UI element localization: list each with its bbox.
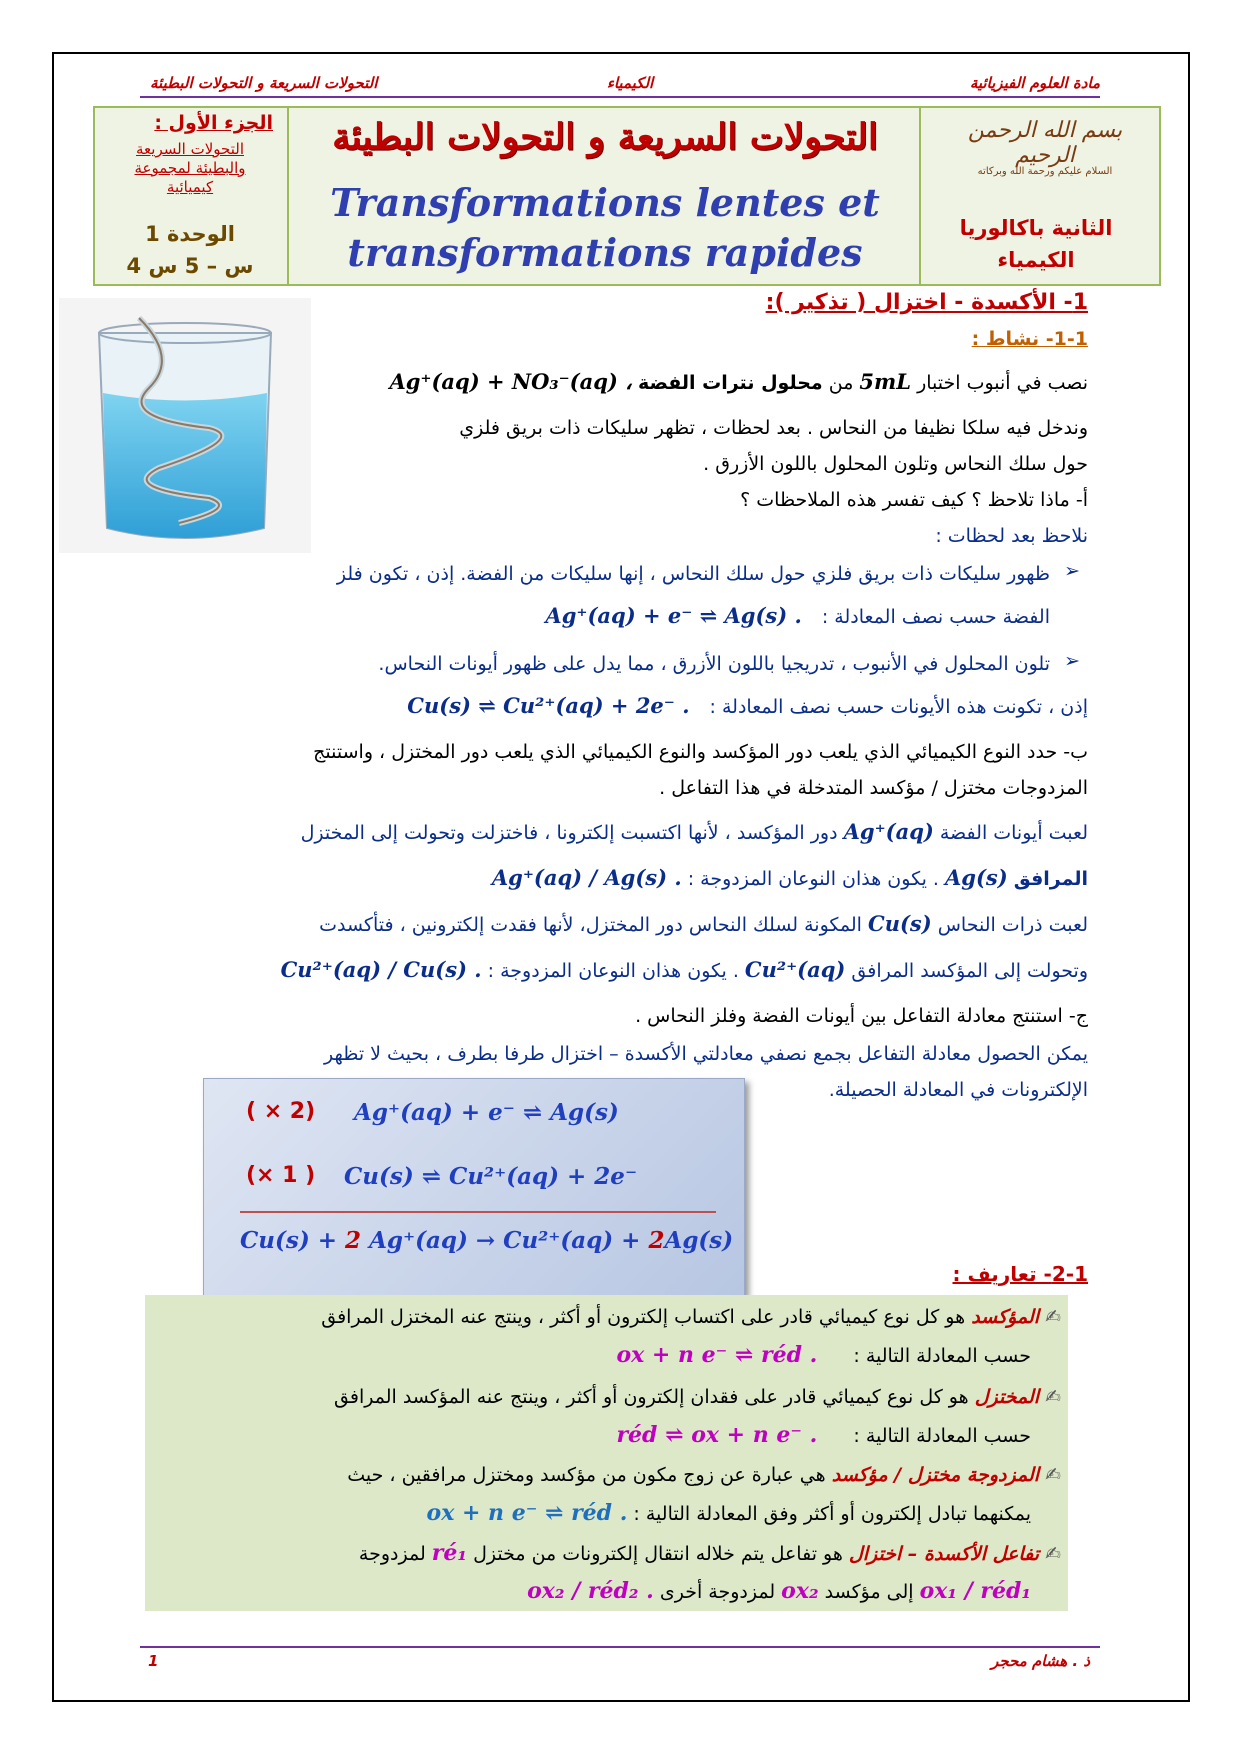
oxidant-text: هو كل نوع كيميائي قادر على اكتساب إلكترون أو أكثر ، وينتج عنه المختزل المرافق <box>321 1306 966 1328</box>
answer-b1-text-a: لعبت أيونات الفضة <box>939 822 1088 844</box>
activity-line1 <box>330 364 1088 401</box>
overall-eq-coef-2: 2 <box>648 1227 665 1254</box>
reductant-text: هو كل نوع كيميائي قادر على فقدان إلكترون أو أكثر ، وينتج عنه المؤكسد المرافق <box>334 1386 969 1408</box>
question-c: ج- استنتج معادلة التفاعل بين أيونات الفضة وفلز النحاس . <box>635 1005 1088 1027</box>
multiplier-2: (× 1 ) <box>246 1163 316 1188</box>
oxidant-equation: ox + n e⁻ ⇌ réd . <box>616 1342 818 1368</box>
silver-nitrate-label: محلول نترات الفضة <box>637 372 823 394</box>
definition-couple-line1 <box>155 1457 1061 1493</box>
observation-1b-text: الفضة حسب نصف المعادلة : <box>821 606 1050 628</box>
footer-rule <box>140 1646 1100 1648</box>
reductant-equation: réd ⇌ ox + n e⁻ . <box>616 1422 818 1448</box>
reductant-term: المختزل <box>974 1386 1040 1408</box>
volume-value: 5mL <box>859 369 912 394</box>
couple-term: المزدوجة مختزل / مؤكسد <box>831 1464 1040 1486</box>
half-equation-copper: Cu(s) ⇌ Cu²⁺(aq) + 2e⁻ <box>344 1163 638 1190</box>
level-label: الثانية باكالوريا <box>959 216 1113 240</box>
copper-ion-formula: Cu²⁺(aq) <box>744 957 846 982</box>
redox-term: تفاعل الأكسدة – اختزال <box>848 1543 1040 1565</box>
beaker-illustration <box>59 298 311 553</box>
silver-half-equation: Ag⁺(aq) + e⁻ ⇌ Ag(s) . <box>545 603 802 628</box>
overall-equation <box>240 1227 733 1254</box>
unit-label: الوحدة 1 <box>145 222 235 246</box>
reductant-1-symbol: ré₁ <box>431 1540 468 1566</box>
answer-b4-text-b: . يكون هذان النوعان المزدوجة : <box>487 960 739 982</box>
header-subject: الكيمياء <box>606 74 654 92</box>
couple-equation: ox + n e⁻ ⇌ réd . <box>426 1500 628 1526</box>
observation-1b <box>150 598 1050 635</box>
copper-metal-formula: Cu(s) <box>867 911 932 936</box>
answer-b2-text-b: . يكون هذان النوعان المزدوجة : <box>687 868 939 890</box>
header-topic: التحولات السريعة و التحولات البطيئة <box>150 74 378 92</box>
definition-oxidant-line1 <box>155 1299 1061 1335</box>
section1-heading: 1- الأكسدة - اختزال ( تذكير ): <box>765 290 1088 315</box>
observation-3 <box>150 688 1088 725</box>
definitions-box <box>145 1295 1068 1611</box>
observation-1a: ظهور سليكات ذات بريق فلزي حول سلك النحاس ، إنها سليكات من الفضة. إذن ، تكون فلز <box>336 563 1050 585</box>
question-a: أ- ماذا تلاحظ ؟ كيف تفسر هذه الملاحظات ؟ <box>740 489 1088 511</box>
definition-reductant-line1 <box>155 1379 1061 1415</box>
basmala-logo: بسم الله الرحمن الرحيم <box>967 118 1123 168</box>
level-cell <box>919 108 1159 284</box>
couple-eq-intro: يمكنهما تبادل إلكترون أو أكثر وفق المعادلة التالية : <box>633 1503 1031 1525</box>
redox-text-b: إلى مؤكسد <box>824 1581 914 1603</box>
multiplier-1: ( × 2) <box>246 1099 316 1124</box>
definition-redox-line1 <box>155 1535 1061 1572</box>
answer-b4-text-a: وتحولت إلى المؤكسد المرافق <box>851 960 1088 982</box>
activity-line2: وندخل فيه سلكا نظيفا من النحاس . بعد لحظات ، تظهر سليكات ذات بريق فلزي <box>459 417 1088 439</box>
half-equation-silver: Ag⁺(aq) + e⁻ ⇌ Ag(s) <box>354 1099 619 1126</box>
title-box <box>93 106 1161 286</box>
footer-author: ذ . هشام محجر <box>991 1652 1090 1670</box>
overall-eq-part-a: Cu(s) + <box>240 1227 338 1254</box>
oxidant-2-symbol: ox₂ <box>781 1578 819 1604</box>
definition-oxidant-line2 <box>155 1337 1031 1374</box>
couple-text: هي عبارة عن زوج مكون من مؤكسد ومختزل مرافقين ، حيث <box>347 1464 826 1486</box>
pencil-icon: ✍ <box>1045 1306 1061 1328</box>
beaker-photo <box>59 298 311 553</box>
couple-2-symbol: ox₂ / réd₂ . <box>527 1578 654 1604</box>
copper-couple: Cu²⁺(aq) / Cu(s) . <box>280 957 482 982</box>
answer-b-line4 <box>150 952 1088 989</box>
answer-b2-text-a: المرافق <box>1013 868 1088 890</box>
oxidant-eq-intro: حسب المعادلة التالية : <box>853 1345 1031 1367</box>
answer-b-line1 <box>150 814 1088 851</box>
answer-c-line2: الإلكترونات في المعادلة الحصيلة. <box>828 1079 1088 1101</box>
title-french-line2: transformations rapides <box>347 230 863 275</box>
redox-text-b2: لمزدوجة أخرى <box>659 1581 776 1603</box>
bullet-arrow-1: ➢ <box>1064 560 1080 582</box>
overall-eq-part-d: Ag(s) <box>664 1227 734 1254</box>
pencil-icon: ✍ <box>1045 1464 1061 1486</box>
couple-1-symbol: ox₁ / réd₁ <box>919 1578 1031 1604</box>
activity-text-b: من <box>828 372 854 394</box>
hours-label: 4 س – 5 س <box>126 254 254 278</box>
answer-b1-text-b: دور المؤكسد ، لأنها اكتسبت إلكترونا ، فاختزلت وتحولت إلى المختزل <box>300 822 838 844</box>
header-rule <box>140 96 1100 98</box>
answer-b3-text-a: لعبت ذرات النحاس <box>937 914 1088 936</box>
redox-text: هو تفاعل يتم خلاله انتقال إلكترونات من مختزل <box>473 1543 843 1565</box>
equation-box <box>203 1078 745 1296</box>
overall-eq-part-b: Ag⁺(aq) → Cu²⁺(aq) + <box>369 1227 641 1254</box>
definition-redox-line2 <box>155 1573 1031 1610</box>
sum-rule <box>240 1211 716 1213</box>
question-b-line1: ب- حدد النوع الكيميائي الذي يلعب دور المؤكسد والنوع الكيميائي الذي يلعب دور المختزل ، واستنتج <box>313 741 1088 763</box>
observation-2: تلون المحلول في الأنبوب ، تدريجيا باللون الأزرق ، مما يدل على ظهور أيونات النحاس. <box>378 653 1050 675</box>
pencil-icon: ✍ <box>1045 1543 1061 1565</box>
page-number: 1 <box>148 1652 159 1670</box>
definitions-heading: 2-1- تعاريف : <box>952 1262 1088 1286</box>
overall-eq-coef-1: 2 <box>345 1227 362 1254</box>
definition-reductant-line2 <box>155 1417 1031 1454</box>
title-cell <box>287 108 921 284</box>
observation-3-text: إذن ، تكونت هذه الأيونات حسب نصف المعادلة : <box>709 696 1088 718</box>
part-label: الجزء الأول : <box>154 112 273 134</box>
question-b-line2: المزدوجات مختزل / مؤكسد المتدخلة في هذا التفاعل . <box>659 777 1088 799</box>
silver-metal-formula: Ag(s) <box>944 865 1008 890</box>
copper-half-equation: Cu(s) ⇌ Cu²⁺(aq) + 2e⁻ . <box>407 693 690 718</box>
observation-intro: نلاحظ بعد لحظات : <box>935 525 1088 547</box>
basmala-sub: السلام عليكم ورحمة الله وبركاته <box>977 166 1113 177</box>
oxidant-term: المؤكسد <box>971 1306 1040 1328</box>
subject-label: الكيمياء <box>997 248 1075 272</box>
answer-b3-text-b: المكونة لسلك النحاس دور المختزل، لأنها فقدت إلكترونين ، فتأكسدت <box>319 914 862 936</box>
title-french-line1: Transformations lentes et <box>330 180 880 225</box>
activity-text-a: نصب في أنبوب اختبار <box>917 372 1088 394</box>
definition-couple-line2 <box>155 1495 1031 1532</box>
part-subtitle: التحولات السريعة والبطيئة لمجموعة كيميائية <box>134 140 246 196</box>
title-arabic: التحولات السريعة و التحولات البطيئة <box>332 116 878 158</box>
header-course: مادة العلوم الفيزيائية <box>969 74 1100 92</box>
silver-ion-formula: Ag⁺(aq) <box>843 819 934 844</box>
bullet-arrow-2: ➢ <box>1064 650 1080 672</box>
silver-couple: Ag⁺(aq) / Ag(s) . <box>491 865 682 890</box>
reductant-eq-intro: حسب المعادلة التالية : <box>853 1425 1031 1447</box>
redox-text-a2: لمزدوجة <box>358 1543 426 1565</box>
answer-b-line3 <box>150 906 1088 943</box>
part-cell <box>95 108 287 284</box>
activity-line3: حول سلك النحاس وتلون المحلول باللون الأزرق . <box>703 453 1088 475</box>
answer-c-line1: يمكن الحصول معادلة التفاعل بجمع نصفي معادلتي الأكسدة – اختزال طرفا بطرف ، بحيث لا تظهر <box>324 1043 1088 1065</box>
answer-b-line2 <box>300 860 1088 897</box>
activity-heading: 1-1- نشاط : <box>971 328 1088 350</box>
pencil-icon: ✍ <box>1045 1386 1061 1408</box>
silver-nitrate-formula: Ag⁺(aq) + NO₃⁻(aq) ، <box>389 369 632 394</box>
